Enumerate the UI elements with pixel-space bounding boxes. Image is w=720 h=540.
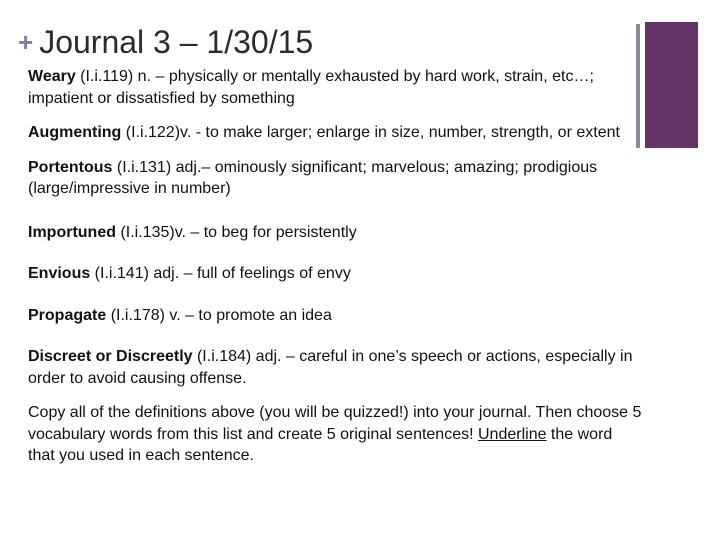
vocab-term: Weary: [28, 68, 76, 85]
vocabulary-list: [28, 66, 643, 467]
vocab-definition: (I.i.119) n. – physically or mentally exhausted by hard work, strain, etc…; impatient or dissatisfied by something: [28, 68, 594, 107]
slide-title: [18, 20, 313, 64]
title-text: Journal 3 – 1/30/15: [39, 23, 314, 60]
vocab-term: Discreet or Discreetly: [28, 348, 193, 365]
vocab-definition: (I.i.184) adj. – careful in one’s speech or actions, especially in order to avoid causing offense.: [28, 348, 633, 387]
vocab-entry-weary: [28, 66, 643, 109]
vocab-entry-augmenting: [28, 122, 643, 144]
instructions: [28, 402, 643, 467]
vocab-term: Augmenting: [28, 124, 122, 141]
decorative-block: [645, 22, 698, 148]
vocab-term: Portentous: [28, 158, 113, 176]
instructions-text: Copy all of the definitions above (you will be quizzed!) into your journal. Then choose 5 vocabulary words from this list and create 5 original sentences!: [28, 404, 642, 443]
instructions-underlined-word: Underline: [478, 425, 547, 443]
vocab-entry-envious: [28, 263, 643, 285]
plus-icon: +: [18, 27, 34, 57]
vocab-definition: (I.i.135)v. – to beg for persistently: [116, 223, 357, 241]
vocab-entry-importuned: [28, 222, 643, 244]
vocab-definition: (I.i.122)v. - to make larger; enlarge in size, number, strength, or extent: [121, 124, 620, 141]
vocab-term: Propagate: [28, 306, 107, 324]
vocab-definition: (I.i.141) adj. – full of feelings of envy: [90, 265, 351, 282]
vocab-entry-portentous: [28, 157, 643, 200]
vocab-definition: (I.i.178) v. – to promote an idea: [106, 306, 332, 324]
vocab-term: Envious: [28, 265, 91, 282]
instructions-text-end: the word that you used in each sentence.: [28, 425, 613, 464]
vocab-definition: (I.i.131) adj.– ominously significant; marvelous; amazing; prodigious (large/impressive in number): [28, 158, 598, 197]
vocab-entry-discreet: [28, 346, 643, 389]
vocab-entry-propagate: [28, 305, 643, 327]
vocab-term: Importuned: [28, 223, 116, 241]
